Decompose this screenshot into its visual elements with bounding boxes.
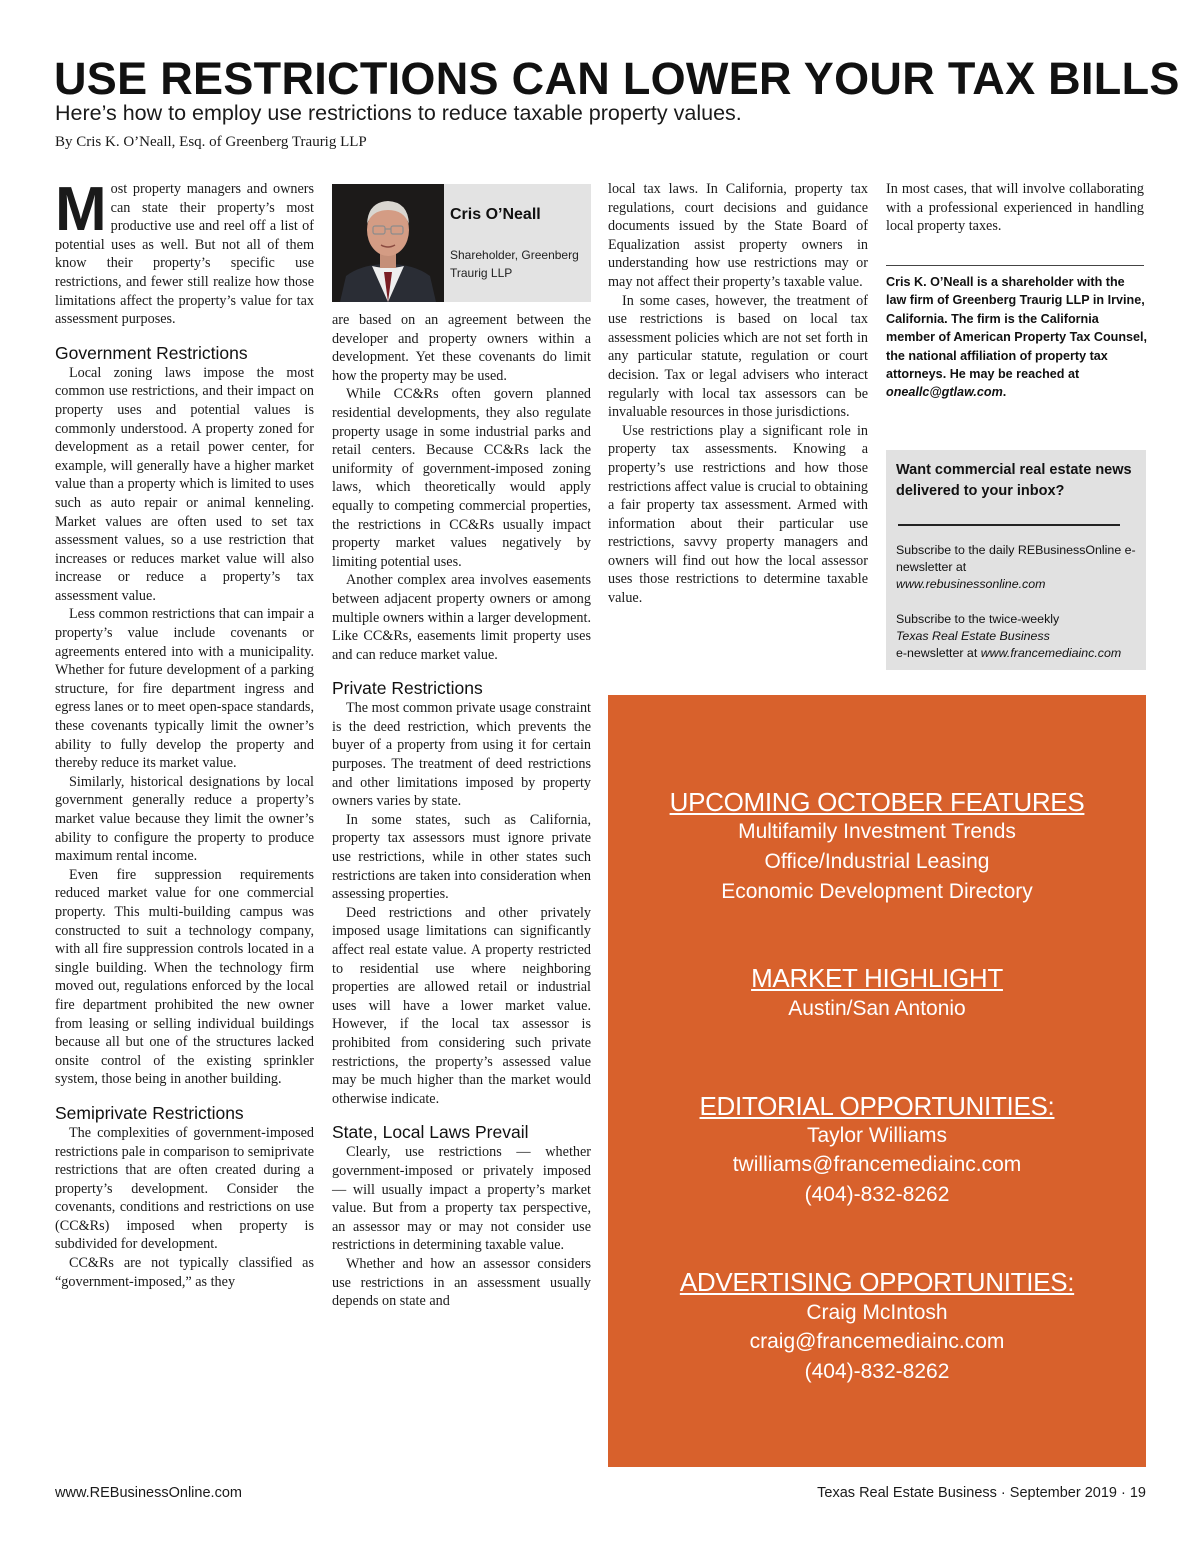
paragraph: Similarly, historical designations by local government generally reduce a property’s market value because they limit the owner’s ability to configure the property to produce maximum rental income. bbox=[55, 773, 314, 865]
paragraph: The most common private usage constraint is the deed restriction, which prevents the buyer of a property from using it for certain purposes. The treatment of deed restrictions and other limitations imposed by property owners varies by state. bbox=[332, 700, 591, 810]
paragraph: The complexities of government-imposed restrictions pale in comparison to semiprivate restrictions that are often created during a property’s development. Consider the covenants, conditions and restrictions on use (CC&Rs) imposed when property is subdivided for development. bbox=[55, 1124, 314, 1253]
footer-publication-info: Texas Real Estate Business · September 2019 · 19 bbox=[817, 1485, 1146, 1501]
feature-item: Office/Industrial Leasing bbox=[764, 850, 990, 873]
section-heading-semiprivate: Semiprivate Restrictions bbox=[55, 1102, 244, 1123]
paragraph: CC&Rs are not typically classified as “government-imposed,” as they bbox=[55, 1255, 314, 1290]
article-column-1 bbox=[55, 175, 314, 1291]
newsletter-twice-weekly: Subscribe to the twice-weekly Texas Real Estate Business e-newsletter at www.francemediainc.com bbox=[896, 612, 1122, 660]
advertising-name: Craig McIntosh bbox=[806, 1301, 948, 1324]
paragraph: Less common restrictions that can impair a property’s value include covenants or agreements entered into with a municipality. Whether for future development of a parking structure, for fire department ingress and egress lanes or to meet open-space standards, these covenants typically limit the owner’s ability to fully develop the property and thereby reduce its market value. bbox=[55, 606, 314, 772]
paragraph: Another complex area involves easements between adjacent property owners or among multiple owners within a larger development. Like CC&Rs, easements limit property uses and can reduce market value. bbox=[332, 572, 591, 663]
newsletter-text bbox=[896, 542, 1144, 662]
article-column-4 bbox=[886, 180, 1144, 236]
paragraph: Local zoning laws impose the most common use restrictions, and their impact on property uses and potential values is commonly understood. A property zoned for development as a retail power center, for example, will generally have a higher market value than a property which is limited to uses such as auto repair or animal kenneling. Market values are often used to set tax assessment values, so a use restriction that increases or reduces market value will also increase or reduce a property’s tax assessment value. bbox=[55, 364, 314, 604]
advertising-heading: ADVERTISING OPPORTUNITIES: bbox=[679, 1267, 1075, 1297]
market-value: Austin/San Antonio bbox=[788, 997, 966, 1020]
footer-website-link[interactable]: www.REBusinessOnline.com bbox=[55, 1485, 242, 1501]
newsletter-box bbox=[886, 450, 1146, 670]
article-column-2 bbox=[332, 311, 591, 1311]
newsletter-daily: Subscribe to the daily REBusinessOnline e-newsletter at www.rebusinessonline.com bbox=[896, 543, 1136, 591]
author-box bbox=[332, 184, 591, 302]
paragraph: local tax laws. In California, property tax regulations, court decisions and guidance documents issued by the State Board of Equalization assist property owners in understanding how use restrictions may or may not affect their property’s taxable value. bbox=[608, 181, 868, 290]
features-heading: UPCOMING OCTOBER FEATURES bbox=[669, 787, 1085, 817]
rebusinessonline-link[interactable]: www.rebusinessonline.com bbox=[896, 577, 1046, 591]
headline: USE RESTRICTIONS CAN LOWER YOUR TAX BILLS bbox=[54, 53, 1180, 104]
section-heading-private: Private Restrictions bbox=[332, 678, 483, 699]
editorial-name: Taylor Williams bbox=[806, 1124, 947, 1147]
intro-paragraph: Most property managers and owners can state their property’s most productive use and reel off a list of potential uses as well. But not all of them know their property’s specific use restrictions, and fewer still realize how those limitations affect the property’s value for tax assessment purposes. bbox=[55, 175, 314, 328]
paragraph: Whether and how an assessor considers use restrictions in an assessment usually depends on state and bbox=[332, 1255, 591, 1310]
author-email-link[interactable]: oneallc@gtlaw.com bbox=[886, 385, 1003, 400]
author-portrait-image bbox=[332, 184, 444, 302]
subhead: Here’s how to employ use restrictions to reduce taxable property values. bbox=[55, 101, 742, 125]
newsletter-divider bbox=[898, 524, 1120, 526]
paragraph: In most cases, that will involve collaborating with a professional experienced in handling local property taxes. bbox=[886, 181, 1144, 235]
market-heading: MARKET HIGHLIGHT bbox=[751, 963, 1003, 993]
drop-cap: M bbox=[55, 175, 107, 244]
paragraph: Use restrictions play a significant role in property tax assessments. Knowing a property’s use restrictions and how those restrictions affect value is crucial to obtaining a fair property tax assessment. Armed with information about their particular use restrictions, savvy property managers and owners will find out how the local assessor uses those restrictions to determine taxable value. bbox=[608, 422, 868, 607]
section-heading-government: Government Restrictions bbox=[55, 342, 248, 363]
newsletter-heading: Want commercial real estate news delivered to your inbox? bbox=[896, 462, 1132, 499]
author-bio: Cris K. O’Neall is a shareholder with the law firm of Greenberg Traurig LLP in Irvine, California. The firm is the California member of American Property Tax Counsel, the national affiliation of property tax attorneys. He may be reached at oneallc@gtlaw.com. bbox=[886, 275, 1148, 400]
feature-item: Economic Development Directory bbox=[721, 880, 1033, 903]
author-photo bbox=[332, 184, 444, 302]
paragraph: Even fire suppression requirements reduced market value for one commercial property. This multi-building campus was constructed to suit a technology company, with all fire suppression controls located in a single building. When the technology firm moved out, regulations enforced by the local fire department prohibited the new owner from leasing or selling individual buildings because all but one of the structures lacked onsite control of the existing sprinkler system, those being in another building. bbox=[55, 866, 314, 1088]
section-heading-state-local: State, Local Laws Prevail bbox=[332, 1122, 529, 1143]
paragraph: While CC&Rs often govern planned residential developments, they also regulate property usage in some industrial parks and retail centers. Because CC&Rs lack the uniformity of government-imposed zoning laws, which theoretically would apply equally to competing commercial properties, the restrictions in CC&Rs usually impact property market values negatively by limiting potential uses. bbox=[332, 386, 591, 570]
paragraph: In some states, such as California, property tax assessors must ignore private use restrictions, while in other states such restrictions are taken into consideration when assessing properties. bbox=[332, 811, 591, 903]
feature-item: Multifamily Investment Trends bbox=[738, 820, 1016, 843]
author-name: Cris O’Neall bbox=[450, 206, 541, 223]
editorial-phone: (404)-832-8262 bbox=[804, 1183, 950, 1206]
article-column-3 bbox=[608, 180, 868, 608]
bio-divider bbox=[886, 265, 1144, 266]
francemediainc-link[interactable]: www.francemediainc.com bbox=[980, 646, 1122, 660]
byline: By Cris K. O’Neall, Esq. of Greenberg Traurig LLP bbox=[55, 134, 367, 150]
paragraph: Deed restrictions and other privately imposed usage limitations can significantly affect real estate value. A property restricted to residential use where neighboring properties are allowed retail or industrial uses will have a lower market value. However, if the local tax assessor is prohibited from considering such private restrictions, the property’s assessed value may be much higher than the market would otherwise indicate. bbox=[332, 904, 591, 1107]
advertising-email-link[interactable]: craig@francemediainc.com bbox=[749, 1330, 1005, 1353]
advertising-phone: (404)-832-8262 bbox=[804, 1360, 950, 1383]
author-title: Shareholder, Greenberg Traurig LLP bbox=[450, 248, 579, 280]
paragraph: In some cases, however, the treatment of use restrictions is based on local tax assessment policies which are not set forth in any particular statute, regulation or court decision. Tax or legal advisers who interact regularly with local tax assessors can be invaluable resources in those jurisdictions. bbox=[608, 292, 868, 421]
paragraph: are based on an agreement between the developer and property owners within a development. Yet these covenants do limit how the property may be used. bbox=[332, 312, 591, 384]
editorial-heading: EDITORIAL OPPORTUNITIES: bbox=[699, 1091, 1055, 1121]
paragraph: Clearly, use restrictions — whether government-imposed or privately imposed — will usually impact a property’s market value. But from a property tax perspective, an assessor may or may not consider use restrictions in determining taxable value. bbox=[332, 1144, 591, 1254]
editorial-email-link[interactable]: twilliams@francemediainc.com bbox=[732, 1153, 1022, 1176]
promo-box bbox=[608, 695, 1146, 1467]
